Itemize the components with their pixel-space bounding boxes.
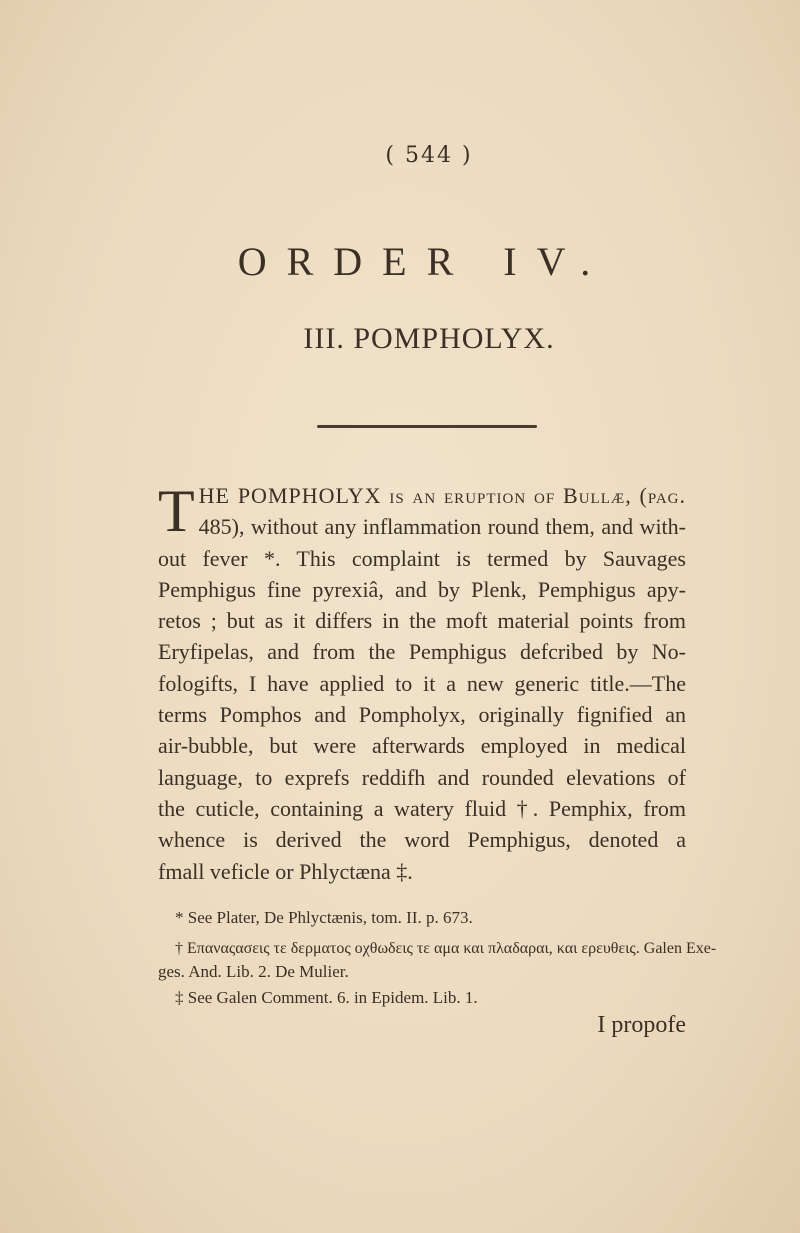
footnote: * See Plater, De Phlyctænis, tom. II. p. 673. bbox=[175, 908, 473, 927]
page-number: ( 544 ) bbox=[385, 143, 473, 168]
body-line: fmall veficle or Phlyctæna ‡. bbox=[158, 858, 413, 884]
body-text bbox=[158, 480, 686, 887]
body-line: fologifts, I have applied to it a new generic title.—The bbox=[158, 670, 686, 696]
body-line: terms Pomphos and Pompholyx, originally fignified an bbox=[158, 702, 686, 728]
body-line: 485), without any inflammation round them, and with- bbox=[198, 514, 686, 540]
order-heading: ORDER IV. bbox=[237, 239, 611, 284]
body-line: Eryfipelas, and from the Pemphigus defcribed by No- bbox=[158, 639, 686, 665]
body-line: the cuticle, containing a watery fluid †. Pemphix, from bbox=[158, 795, 686, 821]
body-line: air-bubble, but were afterwards employed in medical bbox=[158, 733, 686, 759]
drop-cap: T bbox=[158, 478, 195, 544]
genus-heading: III. POMPHOLYX. bbox=[303, 322, 555, 355]
section-rule bbox=[317, 425, 537, 428]
body-line: out fever *. This complaint is termed by Sauvages bbox=[158, 545, 686, 571]
body-line: HE POMPHOLYX is an eruption of Bullæ, (pag. bbox=[198, 483, 686, 508]
body-line: retos ; but as it differs in the moft material points from bbox=[158, 608, 686, 634]
body-line: Pemphigus fine pyrexiâ, and by Plenk, Pemphigus apy- bbox=[158, 576, 686, 602]
catchword: I propofe bbox=[597, 1012, 686, 1038]
body-line: whence is derived the word Pemphigus, denoted a bbox=[158, 827, 686, 853]
footnote: ‡ See Galen Comment. 6. in Epidem. Lib. 1. bbox=[175, 988, 478, 1007]
footnote: † Επαναςασεις τε δερματος οχθωδεις τε αμα και πλαδαραι, και ερευθεις. Galen Exe- bbox=[175, 940, 717, 957]
footnote: ges. And. Lib. 2. De Mulier. bbox=[158, 962, 349, 981]
body-line: language, to exprefs reddifh and rounded elevations of bbox=[158, 764, 686, 790]
